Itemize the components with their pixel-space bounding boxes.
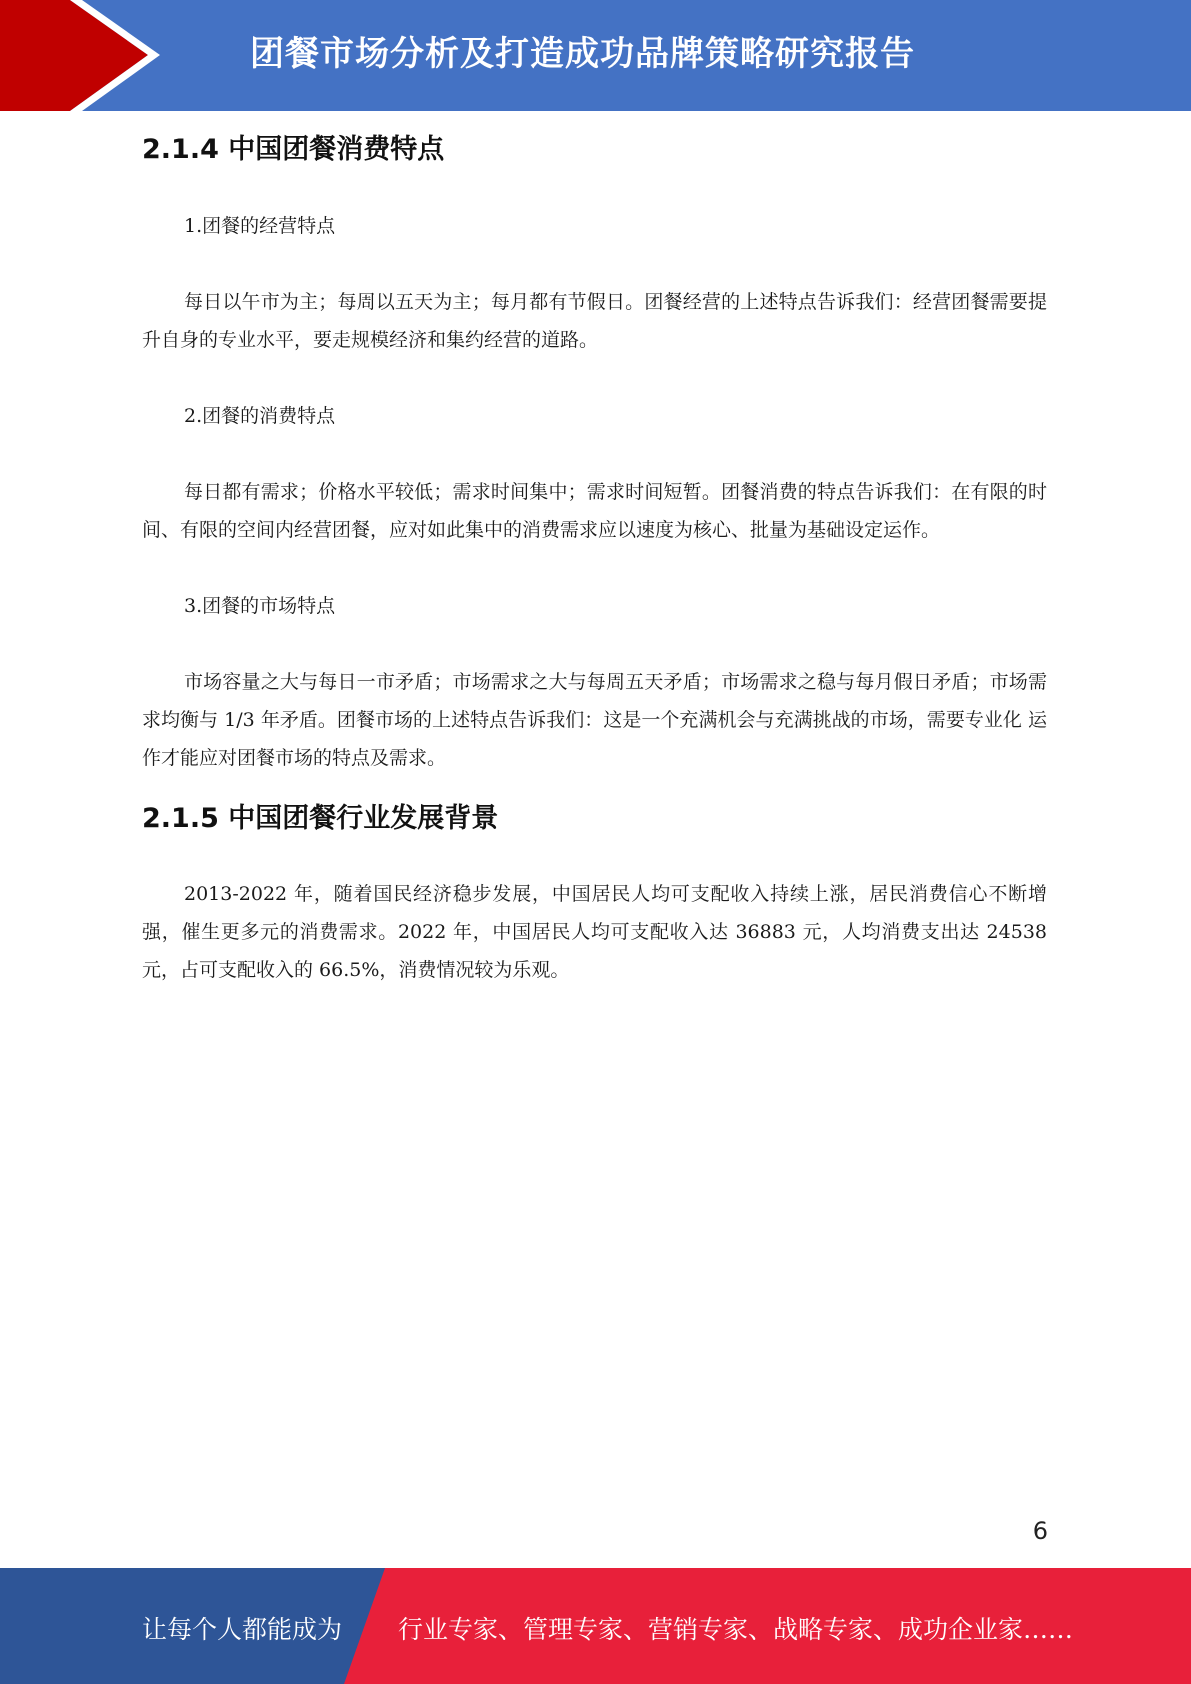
section-heading: 2.1.4 中国团餐消费特点 (142, 134, 445, 165)
report-title: 团餐市场分析及打造成功品牌策略研究报告 (250, 34, 915, 74)
footer-slogan-left: 让每个人都能成为 (142, 1615, 343, 1644)
subheading: 2.团餐的消费特点 (184, 405, 336, 427)
page-header (0, 0, 1191, 111)
header-chevron-decoration (0, 0, 160, 111)
page-footer (0, 1568, 1191, 1684)
page-content (142, 128, 1047, 1027)
paragraph: 每日以午市为主；每周以五天为主；每月都有节假日。团餐经营的上述特点告诉我们：经营团餐需要提升自身的专业水平，要走规模经济和集约经营的道路。 (142, 291, 1047, 351)
subheading: 1.团餐的经营特点 (184, 215, 336, 237)
paragraph: 市场容量之大与每日一市矛盾；市场需求之大与每周五天矛盾；市场需求之稳与每月假日矛盾；市场需求均衡与 1/3 年矛盾。团餐市场的上述特点告诉我们：这是一个充满机会与充满挑战的市场，需要专业化 运作才能应对团餐市场的特点及需求。 (142, 671, 1047, 769)
footer-slogan-right: 行业专家、管理专家、营销专家、战略专家、成功企业家…… (398, 1615, 1074, 1644)
subheading: 3.团餐的市场特点 (184, 595, 336, 617)
page-number: 6 (1032, 1517, 1048, 1545)
paragraph: 2013-2022 年，随着国民经济稳步发展，中国居民人均可支配收入持续上涨，居民消费信心不断增强，催生更多元的消费需求。2022 年，中国居民人均可支配收入达 36883 元，人均消费支出达 24538 元，占可支配收入的 66.5%，消费情况较为乐观。 (142, 883, 1047, 981)
section-heading: 2.1.5 中国团餐行业发展背景 (142, 803, 499, 834)
paragraph: 每日都有需求；价格水平较低；需求时间集中；需求时间短暂。团餐消费的特点告诉我们：在有限的时间、有限的空间内经营团餐，应对如此集中的消费需求应以速度为核心、批量为基础设定运作。 (142, 481, 1047, 541)
